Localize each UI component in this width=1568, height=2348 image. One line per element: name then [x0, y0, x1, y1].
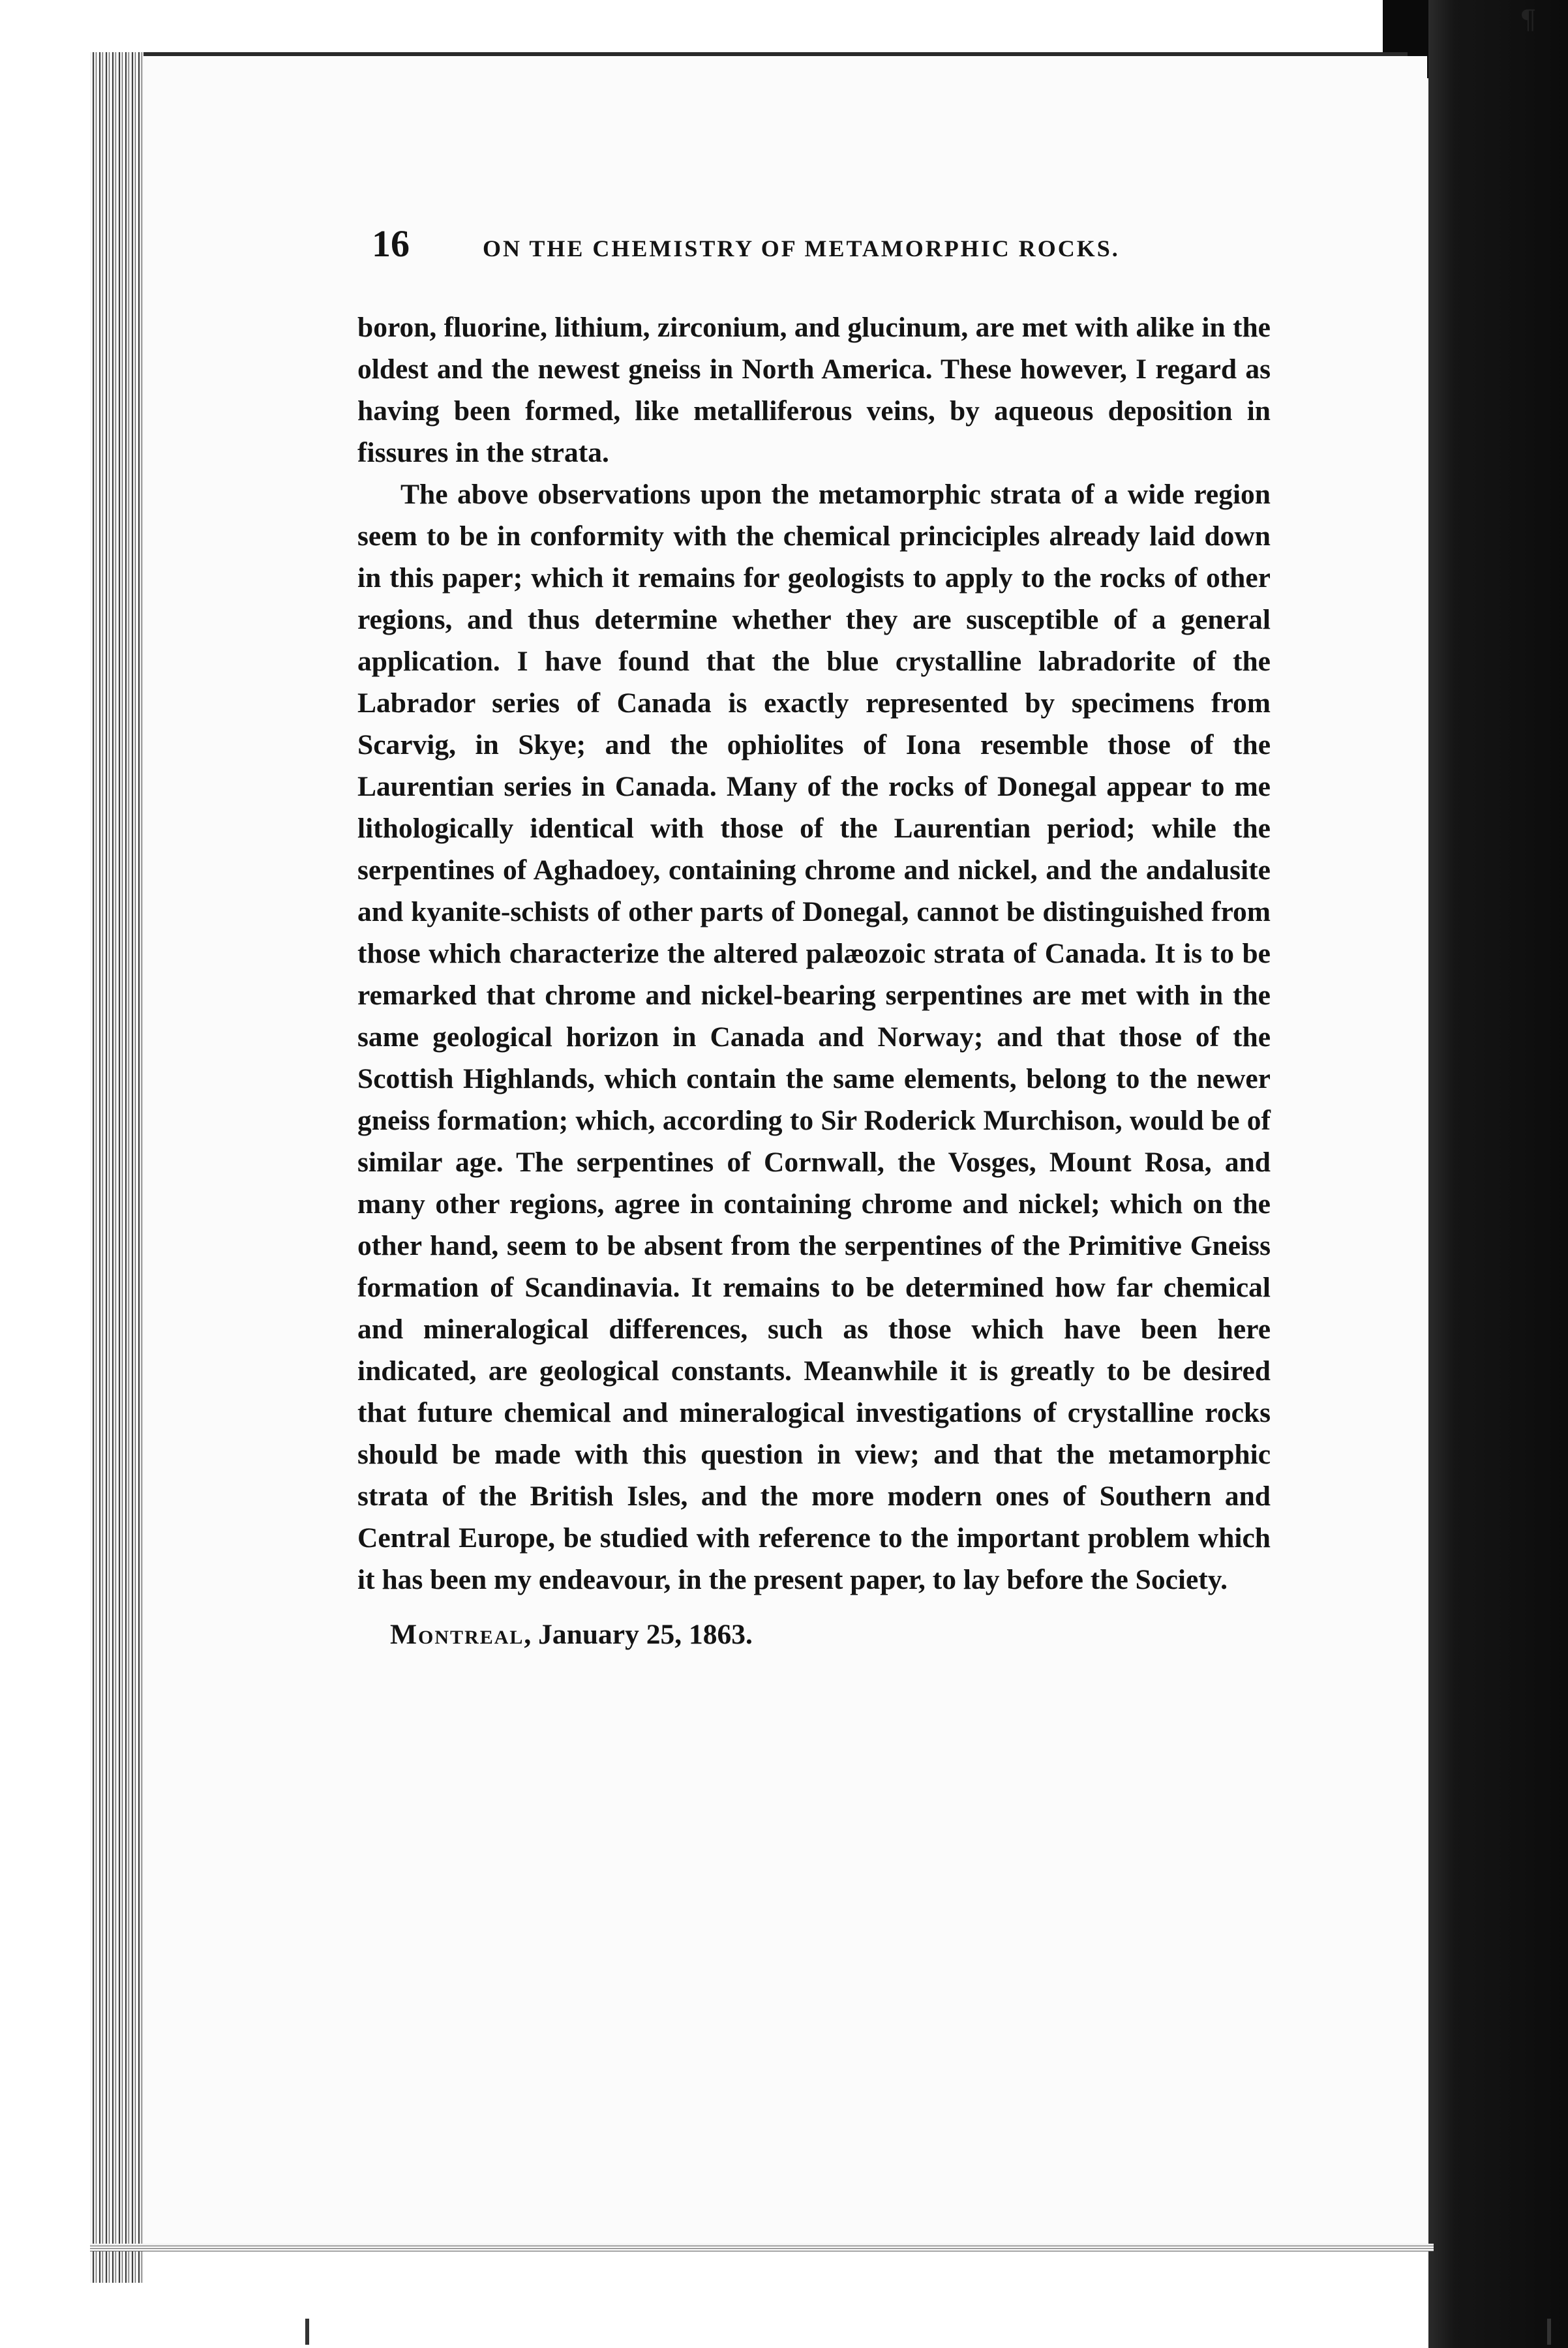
page-bottom-edges [90, 2244, 1434, 2251]
scan-background-right [1428, 0, 1568, 2348]
signature-date: January 25, 1863. [538, 1619, 753, 1650]
paragraph-continued: boron, fluorine, lithium, zirconium, and glucinum, are met with alike in the oldest and the newest gneiss in North America. These however, I regard as having been formed, like metalliferous veins, by aqueous deposition in fissures in the strata. [357, 312, 1271, 468]
paragraph-main: The above observations upon the metamorphic strata of a wide region seem to be in conformity with the chemical princiciples already laid down in this paper; which it remains for geologists to apply to the rocks of other regions, and thus determine whether they are susceptible of a general application. I have found that the blue crystalline labradorite of the Labrador series of Canada is exactly represented by specimens from Scarvig, in Skye; and the ophiolites of Iona resemble those of the Laurentian series in Canada. Many of the rocks of Donegal appear to me lithologically identical with those of the Laurentian period; while the serpentines of Aghadoey, containing chrome and nickel, and the andalusite and kyanite-schists of other parts of Donegal, cannot be distinguished from those which characterize the altered palæozoic strata of Canada. It is to be remarked that chrome and nickel-bearing serpentines are met with in the same geological horizon in Canada and Norway; and that those of the Scottish Highlands, which contain the same elements, belong to the newer gneiss formation; which, according to Sir Roderick Murchison, would be of similar age. The serpentines of Cornwall, the Vosges, Mount Rosa, and many other regions, agree in containing chrome and nickel; which on the other hand, seem to be absent from the serpentines of the Primitive Gneiss formation of Scandinavia. It remains to be determined how far chemical and mineralogical differences, such as those which have been here indicated, are geological constants. Meanwhile it is greatly to be desired that future chemical and mineralogical investigations of crystalline rocks should be made with this question in view; and that the metamorphic strata of the British Isles, and the more modern ones of Southern and Central Europe, be studied with reference to the important problem which it has been my endeavour, in the present paper, to lay before the Society. [357, 479, 1271, 1595]
bottom-edge-mark [1547, 2319, 1551, 2345]
page-text [357, 222, 1271, 1655]
stacked-page-edges [90, 52, 143, 2283]
running-head-title: ON THE CHEMISTRY OF METAMORPHIC ROCKS. [483, 235, 1120, 262]
running-head [372, 222, 1271, 280]
signature-city: Montreal [390, 1619, 524, 1650]
signature-comma: , [524, 1619, 539, 1650]
signature-line [357, 1614, 1271, 1655]
page-number: 16 [372, 222, 410, 265]
bottom-edge-mark [305, 2319, 309, 2345]
corner-mark: ¶ [1520, 5, 1537, 35]
